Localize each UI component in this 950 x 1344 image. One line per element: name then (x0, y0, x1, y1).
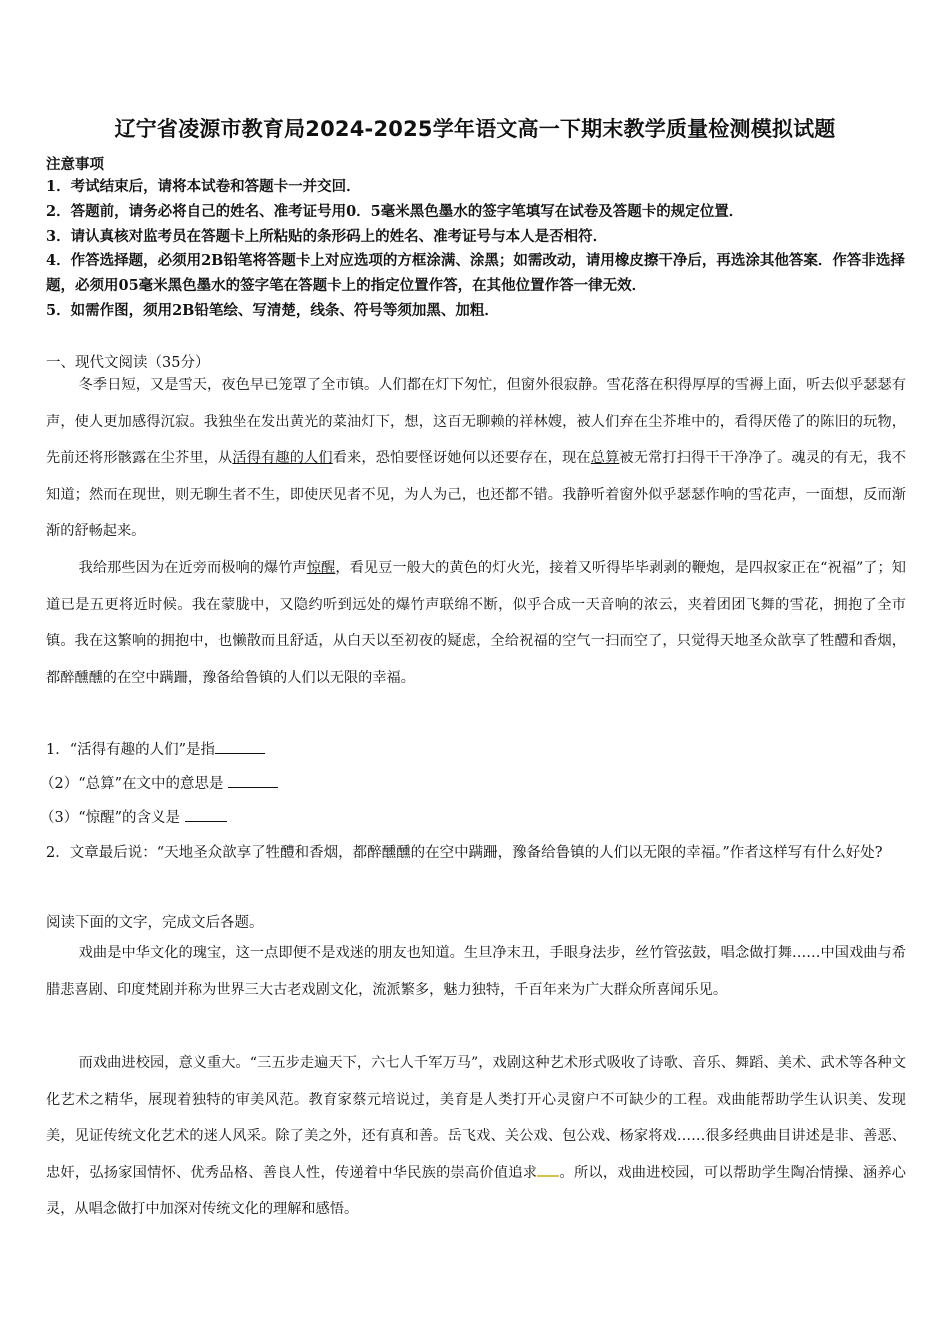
reading-instruction: 阅读下面的文字，完成文后各题。 (46, 915, 264, 931)
notice-list (46, 175, 906, 324)
text-run: 被无常打扫得干干净净了。魂灵的有无，我不知道；然而在现世，则无聊生者不生，即使厌见者不见，为人为己，也还都不错。我静听着窗外似乎瑟瑟作响的雪花声，一面想，反而渐渐的舒畅起来。 (46, 450, 906, 540)
answer-blank[interactable] (215, 739, 265, 754)
text-run: 。所以，戏曲进校园，可以帮助学生陶冶情操、涵养心灵，从唱念做打中加深对传统文化的理解和感悟。 (46, 1164, 906, 1218)
passage-paragraph-3: 戏曲是中华文化的瑰宝，这一点即便不是戏迷的朋友也知道。生旦净末丑，手眼身法步，丝竹管弦鼓，唱念做打舞……中国戏曲与希腊悲喜剧、印度梵剧并称为世界三大古老戏剧文化，流派繁多，魅力独特，千百年来为广大群众所喜闻乐见。 (46, 945, 906, 998)
text-run: 而戏曲进校园，意义重大。“三五步走遍天下，六七人千军万马”，戏剧这种艺术形式吸收了诗歌、音乐、舞蹈、美术、武术等各种文化艺术之精华，展现着独特的审美风范。教育家蔡元培说过，美育是人类打开心灵窗户不可缺少的工程。戏曲能帮助学生认识美、发现美，见证传统文化艺术的迷人风采。除了美之外，还有真和善。岳飞戏、关公戏、包公戏、杨家将戏……很多经典曲目讲述是非、善恶、忠奸，弘扬家国情怀、优秀品格、善良人性，传递着中华民族的崇高价值追求 (46, 1055, 906, 1181)
text-run: 我给那些因为在近旁而极响的爆竹声 (78, 560, 307, 576)
text-run: 冬季日短，又是雪天，夜色早已笼罩了全市镇。人们都在灯下匆忙，但窗外很寂静。雪花落在积得厚厚的雪褥上面，听去似乎瑟瑟有声，使人更加感得沉寂。我独坐在发出黄光的菜油灯下，想，这百无聊赖的祥林嫂，被人们弃在尘芥堆中的，看得厌倦了的陈旧的玩物，先前还将形骸露在尘芥里，从 (46, 377, 906, 467)
underlined-phrase: 总算 (590, 450, 620, 467)
text-run: 看来，恐怕要怪讶她何以还要存在，现在 (332, 450, 591, 467)
underlined-phrase: 活得有趣的人们 (232, 450, 333, 467)
section-heading: 一、现代文阅读（35分） (46, 355, 210, 371)
notice-item: 4．作答选择题，必须用2B铅笔将答题卡上对应选项的方框涂满、涂黑；如需改动，请用橡皮擦干净后，再选涂其他答案．作答非选择题，必须用05毫米黑色墨水的签字笔在答题卡上的指定位置作答，在其他位置作答一律无效． (46, 252, 905, 295)
question-text: 1．“活得有趣的人们”是指 (46, 742, 216, 758)
question-text: （3）“惊醒”的含义是 (40, 810, 185, 826)
question-1-3 (40, 801, 902, 835)
question-1-2 (40, 767, 902, 801)
passage-paragraph-4 (46, 1045, 906, 1228)
notice-heading: 注意事项 (46, 156, 104, 173)
page-title: 辽宁省凌源市教育局2024-2025学年语文高一下期末教学质量检测模拟试题 (114, 117, 836, 141)
notice-item: 1．考试结束后，请将本试卷和答题卡一并交回． (46, 178, 361, 195)
notice-item: 3．请认真核对监考员在答题卡上所粘贴的条形码上的姓名、准考证号与本人是否相符． (46, 227, 608, 245)
question-2: 2．文章最后说：“天地圣众歆享了牲醴和香烟，都醉醺醺的在空中蹒跚，豫备给鲁镇的人们以无限的幸福。”作者这样写有什么好处? (46, 845, 883, 861)
notice-item: 5．如需作图，须用2B铅笔绘、写清楚，线条、符号等须加黑、加粗． (46, 301, 499, 319)
question-text: （2）“总算”在文中的意思是 (40, 776, 229, 792)
question-1 (46, 733, 908, 767)
text-run: ，看见豆一般大的黄色的灯火光，接着又听得毕毕剥剥的鞭炮，是四叔家正在“祝福”了；知道已是五更将近时候。我在蒙胧中，又隐约听到远处的爆竹声联绵不断，似乎合成一天音响的浓云，夹着团团飞舞的雪花，拥抱了全市镇。我在这繁响的拥抱中，也懒散而且舒适，从白天以至初夜的疑虑，全给祝福的空气一扫而空了，只觉得天地圣众歆享了牲醴和香烟，都醉醺醺的在空中蹒跚，豫备给鲁镇的人们以无限的幸福。 (46, 560, 906, 686)
answer-blank[interactable] (185, 807, 227, 822)
fill-in-blank[interactable] (537, 1163, 559, 1177)
notice-item: 2．答题前，请务必将自己的姓名、准考证号用0．5毫米黑色墨水的签字笔填写在试卷及答题卡的规定位置． (46, 202, 744, 220)
answer-blank[interactable] (228, 773, 278, 788)
underlined-phrase: 惊醒 (306, 560, 336, 576)
passage-paragraph-2 (46, 550, 906, 696)
passage-paragraph-1 (46, 367, 906, 550)
